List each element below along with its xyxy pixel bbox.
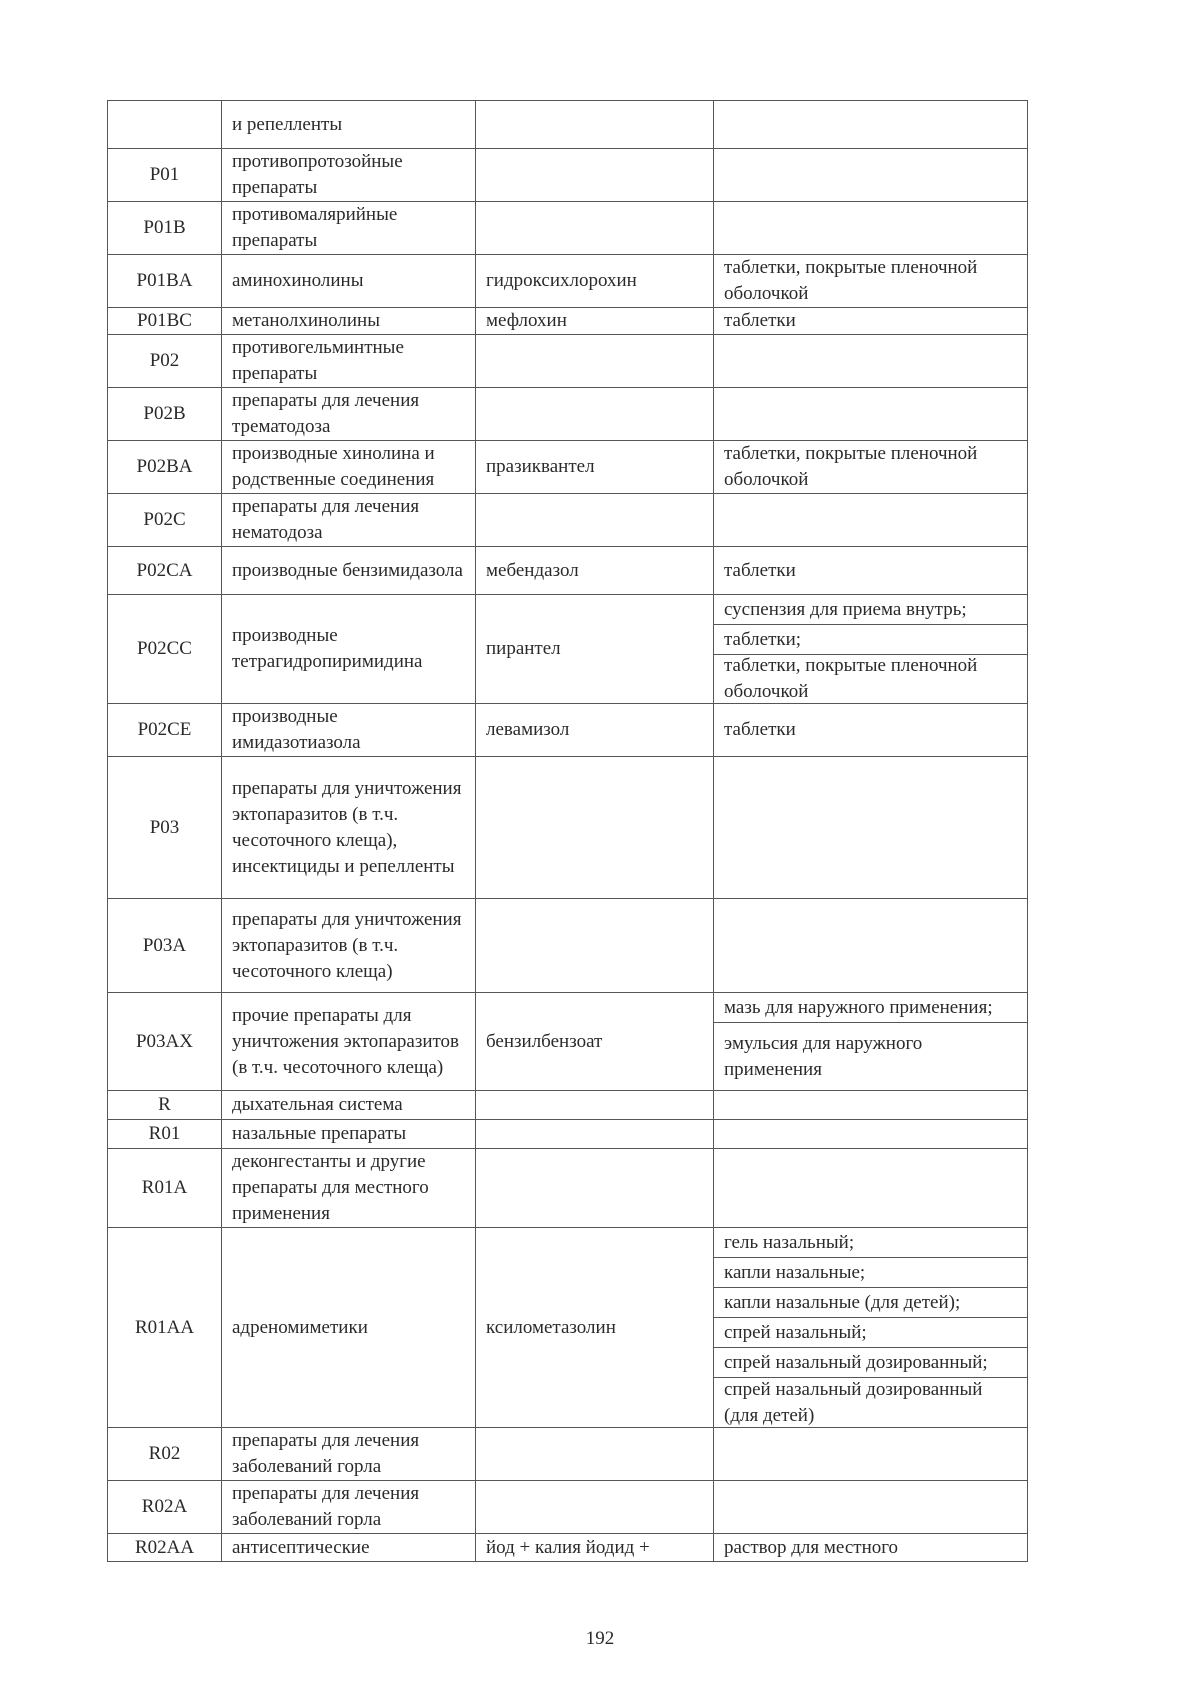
inn-cell — [476, 1149, 714, 1228]
atc-group-cell: противогельминтные препараты — [222, 335, 476, 388]
atc-code-cell: P02 — [108, 335, 222, 388]
dosage-form-text: таблетки; — [724, 628, 802, 650]
inn-cell — [476, 149, 714, 202]
table-row — [108, 1120, 1028, 1149]
atc-code-cell: P03A — [108, 899, 222, 993]
inn-cell: йод + калия йодид + — [476, 1534, 714, 1562]
atc-code-cell: P02CC — [108, 595, 222, 704]
atc-group-cell: производные тетрагидропиримидина — [222, 595, 476, 704]
dosage-form-text: эмульсия для наружного применения — [724, 1032, 923, 1080]
dosage-form-cell — [714, 101, 1028, 149]
dosage-form-item — [714, 595, 1027, 624]
dosage-form-cell — [714, 335, 1028, 388]
dosage-form-item — [714, 624, 1027, 654]
table-row — [108, 1481, 1028, 1534]
dosage-form-cell — [714, 1149, 1028, 1228]
atc-code-cell: R02A — [108, 1481, 222, 1534]
dosage-form-cell: раствор для местного — [714, 1534, 1028, 1562]
atc-code-cell: P03AX — [108, 993, 222, 1091]
dosage-form-text: капли назальные; — [724, 1261, 866, 1283]
drug-classification-table — [107, 100, 1028, 1562]
atc-code-cell: P02BA — [108, 441, 222, 494]
dosage-forms-cell — [714, 1228, 1028, 1428]
atc-code-cell: R02AA — [108, 1534, 222, 1562]
table-row — [108, 255, 1028, 308]
atc-code-cell — [108, 101, 222, 149]
dosage-form-cell: таблетки, покрытые пленочной оболочкой — [714, 441, 1028, 494]
atc-group-cell: противопротозойные препараты — [222, 149, 476, 202]
inn-cell — [476, 899, 714, 993]
atc-group-cell: производные бензимидазола — [222, 547, 476, 595]
atc-code-cell: P02CE — [108, 704, 222, 757]
atc-group-cell: назальные препараты — [222, 1120, 476, 1149]
atc-code-cell: R — [108, 1091, 222, 1120]
atc-code-cell: R01AA — [108, 1228, 222, 1428]
dosage-form-item — [714, 1022, 1027, 1090]
atc-code-cell: P01BA — [108, 255, 222, 308]
inn-cell: мебендазол — [476, 547, 714, 595]
page-number: 192 — [585, 1628, 615, 1649]
inn-cell: левамизол — [476, 704, 714, 757]
dosage-form-text: капли назальные (для детей); — [724, 1291, 961, 1313]
table-row — [108, 441, 1028, 494]
atc-code-cell: P01BC — [108, 308, 222, 335]
table-row — [108, 335, 1028, 388]
dosage-form-text: гель назальный; — [724, 1231, 855, 1253]
inn-cell: бензилбензоат — [476, 993, 714, 1091]
inn-cell — [476, 1120, 714, 1149]
table-row — [108, 149, 1028, 202]
atc-code-cell: P01B — [108, 202, 222, 255]
table-row — [108, 1428, 1028, 1481]
inn-cell — [476, 1091, 714, 1120]
atc-code-cell: R01A — [108, 1149, 222, 1228]
dosage-form-cell — [714, 899, 1028, 993]
dosage-form-cell — [714, 149, 1028, 202]
atc-group-cell: противомалярийные препараты — [222, 202, 476, 255]
dosage-form-cell — [714, 1091, 1028, 1120]
atc-group-cell: прочие препараты для уничтожения эктопаразитов (в т.ч. чесоточного клеща) — [222, 993, 476, 1091]
dosage-form-item — [714, 1317, 1027, 1347]
table-row — [108, 494, 1028, 547]
table-row — [108, 595, 1028, 704]
inn-cell — [476, 101, 714, 149]
dosage-form-cell: таблетки, покрытые пленочной оболочкой — [714, 255, 1028, 308]
dosage-forms-list — [714, 993, 1027, 1090]
atc-code-cell: P03 — [108, 757, 222, 899]
dosage-form-text: спрей назальный дозированный (для детей) — [724, 1378, 983, 1426]
table-row — [108, 1149, 1028, 1228]
atc-code-cell: R01 — [108, 1120, 222, 1149]
atc-code-cell: R02 — [108, 1428, 222, 1481]
table-row — [108, 704, 1028, 757]
table-row — [108, 101, 1028, 149]
inn-cell — [476, 202, 714, 255]
table-row — [108, 388, 1028, 441]
atc-group-cell: производные имидазотиазола — [222, 704, 476, 757]
table-row — [108, 1091, 1028, 1120]
table-row — [108, 1228, 1028, 1428]
dosage-form-cell — [714, 1428, 1028, 1481]
inn-cell: мефлохин — [476, 308, 714, 335]
dosage-forms-cell — [714, 993, 1028, 1091]
atc-group-cell: и репелленты — [222, 101, 476, 149]
dosage-form-text: спрей назальный; — [724, 1321, 867, 1343]
atc-group-cell: адреномиметики — [222, 1228, 476, 1428]
table-row — [108, 899, 1028, 993]
atc-code-cell: P02C — [108, 494, 222, 547]
inn-cell — [476, 757, 714, 899]
inn-cell — [476, 1428, 714, 1481]
inn-cell: празиквантел — [476, 441, 714, 494]
dosage-form-item — [714, 1228, 1027, 1257]
inn-cell: гидроксихлорохин — [476, 255, 714, 308]
dosage-form-text: спрей назальный дозированный; — [724, 1351, 988, 1373]
atc-group-cell: антисептические — [222, 1534, 476, 1562]
table-row — [108, 1534, 1028, 1562]
dosage-forms-list — [714, 1228, 1027, 1427]
atc-group-cell: препараты для уничтожения эктопаразитов (в т.ч. чесоточного клеща), инсектициды и репелленты — [222, 757, 476, 899]
dosage-form-item — [714, 1287, 1027, 1317]
dosage-form-text: мазь для наружного применения; — [724, 996, 993, 1018]
atc-group-cell: дыхательная система — [222, 1091, 476, 1120]
atc-group-cell: препараты для лечения нематодоза — [222, 494, 476, 547]
atc-group-cell: препараты для лечения заболеваний горла — [222, 1428, 476, 1481]
dosage-form-cell — [714, 388, 1028, 441]
dosage-forms-list — [714, 595, 1027, 703]
inn-cell — [476, 1481, 714, 1534]
dosage-form-cell — [714, 494, 1028, 547]
atc-group-cell: деконгестанты и другие препараты для местного применения — [222, 1149, 476, 1228]
table-row — [108, 202, 1028, 255]
dosage-form-cell: таблетки — [714, 547, 1028, 595]
dosage-form-item — [714, 1377, 1027, 1427]
atc-code-cell: P01 — [108, 149, 222, 202]
inn-cell: пирантел — [476, 595, 714, 704]
atc-code-cell: P02CA — [108, 547, 222, 595]
inn-cell — [476, 388, 714, 441]
inn-cell: ксилометазолин — [476, 1228, 714, 1428]
dosage-forms-cell — [714, 595, 1028, 704]
dosage-form-cell: таблетки — [714, 308, 1028, 335]
inn-cell — [476, 335, 714, 388]
dosage-form-item — [714, 993, 1027, 1022]
atc-group-cell: метанолхинолины — [222, 308, 476, 335]
atc-code-cell: P02B — [108, 388, 222, 441]
atc-group-cell: препараты для лечения заболеваний горла — [222, 1481, 476, 1534]
dosage-form-cell: таблетки — [714, 704, 1028, 757]
dosage-form-text: таблетки, покрытые пленочной оболочкой — [724, 655, 978, 702]
inn-cell — [476, 494, 714, 547]
dosage-form-cell — [714, 1120, 1028, 1149]
dosage-form-text: суспензия для приема внутрь; — [724, 598, 967, 620]
atc-group-cell: производные хинолина и родственные соединения — [222, 441, 476, 494]
dosage-form-item — [714, 654, 1027, 703]
atc-group-cell: препараты для лечения трематодоза — [222, 388, 476, 441]
dosage-form-item — [714, 1257, 1027, 1287]
table-row — [108, 757, 1028, 899]
atc-group-cell: препараты для уничтожения эктопаразитов (в т.ч. чесоточного клеща) — [222, 899, 476, 993]
table-row — [108, 547, 1028, 595]
atc-group-cell: аминохинолины — [222, 255, 476, 308]
dosage-form-cell — [714, 757, 1028, 899]
table-row — [108, 993, 1028, 1091]
dosage-form-cell — [714, 202, 1028, 255]
table-row — [108, 308, 1028, 335]
dosage-form-item — [714, 1347, 1027, 1377]
dosage-form-cell — [714, 1481, 1028, 1534]
